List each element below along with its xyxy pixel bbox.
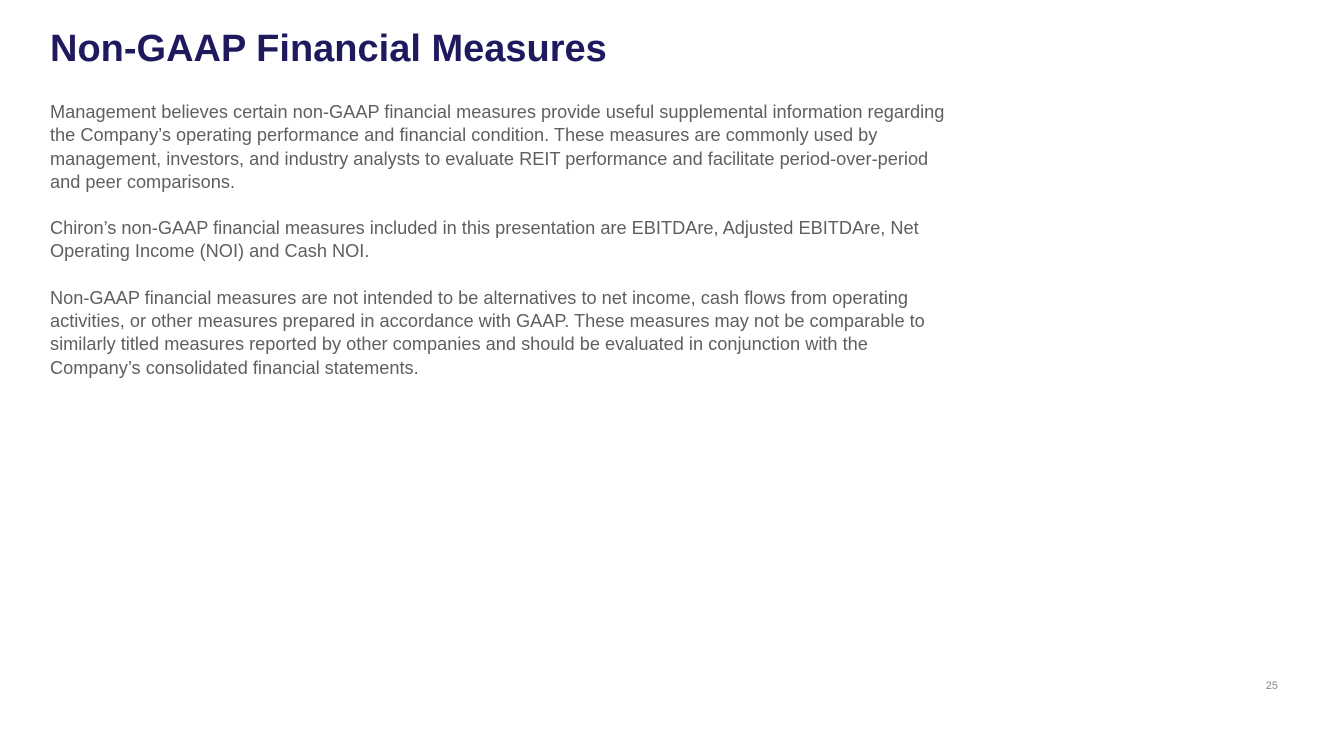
slide-title: Non-GAAP Financial Measures (50, 28, 607, 70)
slide-body (50, 101, 955, 403)
page-number: 25 (1265, 680, 1278, 692)
paragraph-management-belief: Management believes certain non-GAAP financial measures provide useful supplemental information regarding the Company’s operating performance and financial condition. These measures are commonly used by management, investors, and industry analysts to evaluate REIT performance and facilitate period-over-period and peer comparisons. (50, 102, 945, 192)
paragraph-measures-included: Chiron’s non-GAAP financial measures included in this presentation are EBITDAre, Adjusted EBITDAre, Net Operating Income (NOI) and Cash NOI. (50, 218, 919, 262)
paragraph-not-alternatives: Non-GAAP financial measures are not intended to be alternatives to net income, cash flows from operating activities, or other measures prepared in accordance with GAAP. These measures may not be comparable to similarly titled measures reported by other companies and should be evaluated in conjunction with the Company’s consolidated financial statements. (50, 287, 925, 378)
